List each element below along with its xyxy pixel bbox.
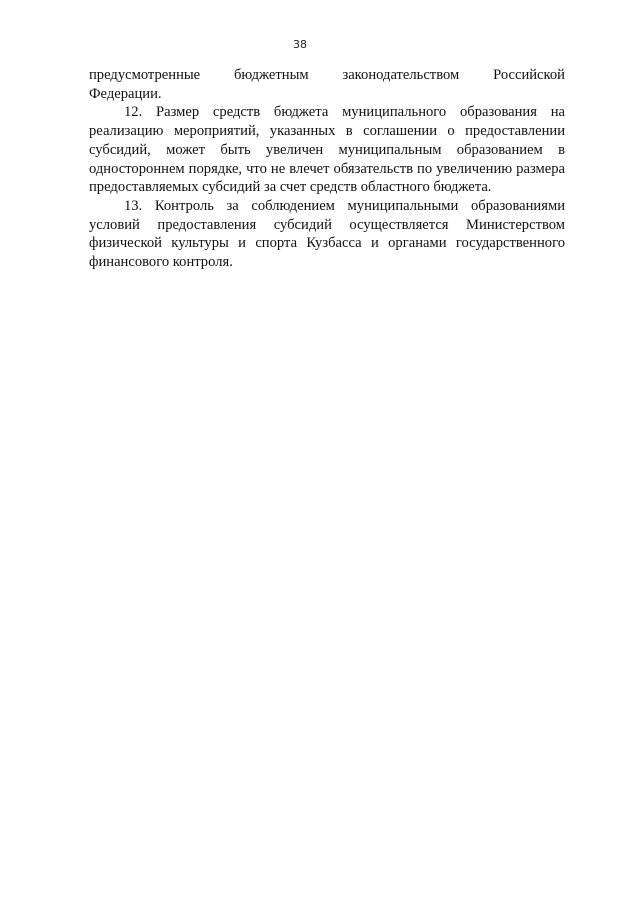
paragraph-continuation-line-1: предусмотренные бюджетным законодательством Российской [89, 67, 565, 83]
paragraph-continuation-line-2: Федерации. [89, 85, 162, 102]
document-body [89, 66, 565, 272]
paragraph-13: 13. Контроль за соблюдением муниципальными образованиями условий предоставления субсидий осуществляется Министерством физической культуры и спорта Кузбасса и органами государственного финансового контроля. [89, 197, 565, 271]
paragraph-continuation [89, 66, 565, 103]
paragraph-12: 12. Размер средств бюджета муниципального образования на реализацию мероприятий, указанных в соглашении о предоставлении субсидий, может быть увеличен муниципальным образованием в одностороннем порядке, что не влечет обязательств по увеличению размера предоставляемых субсидий за счет средств областного бюджета. [89, 104, 565, 196]
page-number: 38 [293, 38, 307, 51]
